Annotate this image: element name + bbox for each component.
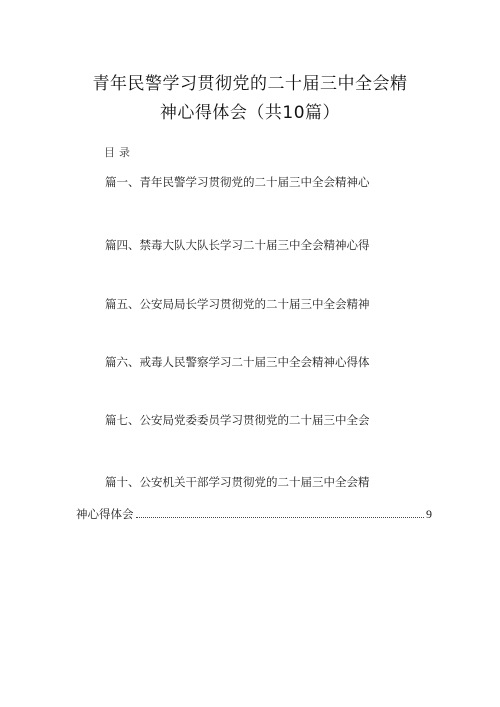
toc-entry[interactable]: 篇七、公安局党委委员学习贯彻党的二十届三中全会 — [105, 413, 370, 427]
document-title-line-2: 神心得体会（共10篇） — [159, 103, 341, 123]
toc-entry[interactable]: 篇五、公安局局长学习贯彻党的二十届三中全会精神 — [105, 297, 370, 311]
toc-continuation-text: 神心得体会 — [76, 507, 134, 521]
document-title-line-1: 青年民警学习贯彻党的二十届三中全会精 — [92, 74, 408, 94]
toc-entry[interactable]: 篇四、禁毒大队大队长学习二十届三中全会精神心得 — [105, 238, 370, 252]
dot-leader — [136, 516, 425, 518]
toc-entry-continuation[interactable] — [76, 506, 432, 522]
toc-entry[interactable]: 篇十、公安机关干部学习贯彻党的二十届三中全会精 — [105, 475, 370, 489]
toc-heading: 目录 — [104, 146, 134, 159]
toc-entry[interactable]: 篇一、青年民警学习贯彻党的二十届三中全会精神心 — [105, 175, 370, 189]
toc-entry[interactable]: 篇六、戒毒人民警察学习二十届三中全会精神心得体 — [105, 355, 370, 369]
toc-page-number: 9 — [426, 507, 432, 521]
